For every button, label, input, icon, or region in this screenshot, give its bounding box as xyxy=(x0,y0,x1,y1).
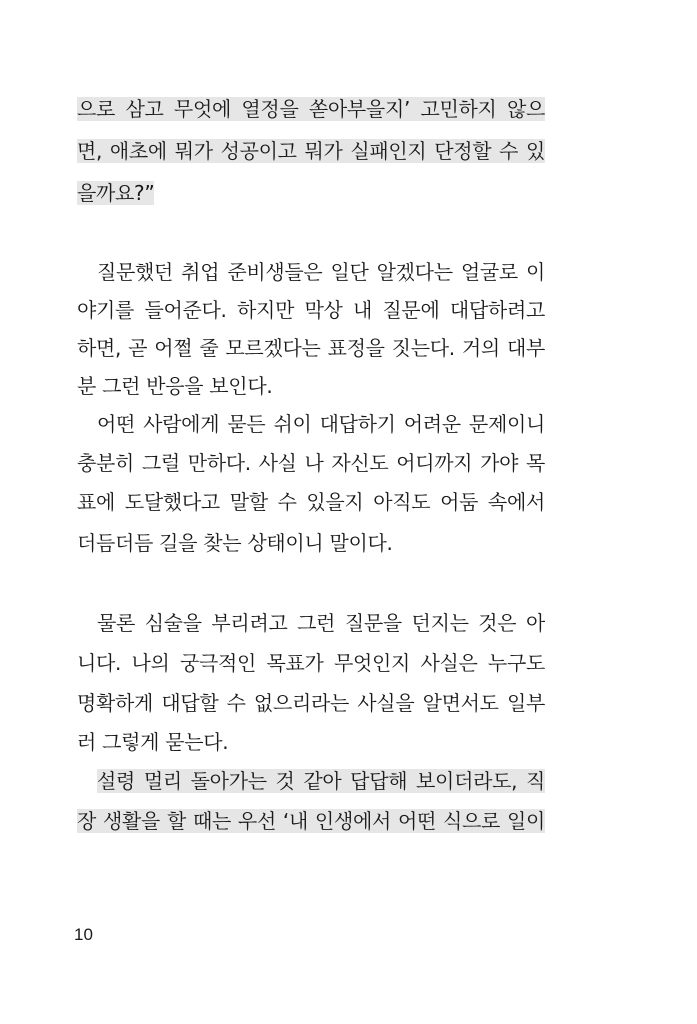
highlighted-text: 으로 삼고 무엇에 열정을 쏟아부을지’ 고민하지 않으 xyxy=(77,97,545,121)
highlighted-text: 설령 멀리 돌아가는 것 같아 답답해 보이더라도, 직 xyxy=(97,769,545,793)
text-line: 분 그런 반응을 보인다. xyxy=(77,374,273,398)
text-line: 야기를 들어준다. 하지만 막상 내 질문에 대답하려고 xyxy=(77,298,545,322)
text-line: 더듬더듬 길을 찾는 상태이니 말이다. xyxy=(77,531,393,555)
text-line xyxy=(77,95,545,123)
highlighted-text: 장 생활을 할 때는 우선 ‘내 인생에서 어떤 식으로 일이 xyxy=(77,809,545,833)
text-line xyxy=(77,179,545,207)
text-line xyxy=(77,137,545,165)
text-line: 러 그렇게 묻는다. xyxy=(77,730,229,754)
paragraph-first-line xyxy=(97,767,545,795)
page-number: 10 xyxy=(74,925,93,944)
text-line: 하면, 곧 어쩔 줄 모르겠다는 표정을 짓는다. 거의 대부 xyxy=(77,336,545,360)
text-line: 니다. 나의 궁극적인 목표가 무엇인지 사실은 누구도 xyxy=(77,651,545,675)
text-line: 명확하게 대답할 수 없으리라는 사실을 알면서도 일부 xyxy=(77,691,545,715)
paragraph-first-line: 질문했던 취업 준비생들은 일단 알겠다는 얼굴로 이 xyxy=(97,260,545,284)
paragraph-first-line: 어떤 사람에게 묻든 쉬이 대답하기 어려운 문제이니 xyxy=(97,412,545,436)
text-line: 표에 도달했다고 말할 수 있을지 아직도 어둠 속에서 xyxy=(77,490,545,514)
highlighted-text: 면, 애초에 뭐가 성공이고 뭐가 실패인지 단정할 수 있 xyxy=(77,139,545,163)
paragraph-first-line: 물론 심술을 부리려고 그런 질문을 던지는 것은 아 xyxy=(97,611,545,635)
text-line: 충분히 그럴 만하다. 사실 나 자신도 어디까지 가야 목 xyxy=(77,451,545,475)
text-line xyxy=(77,807,545,835)
highlighted-text: 을까요?” xyxy=(77,181,155,205)
